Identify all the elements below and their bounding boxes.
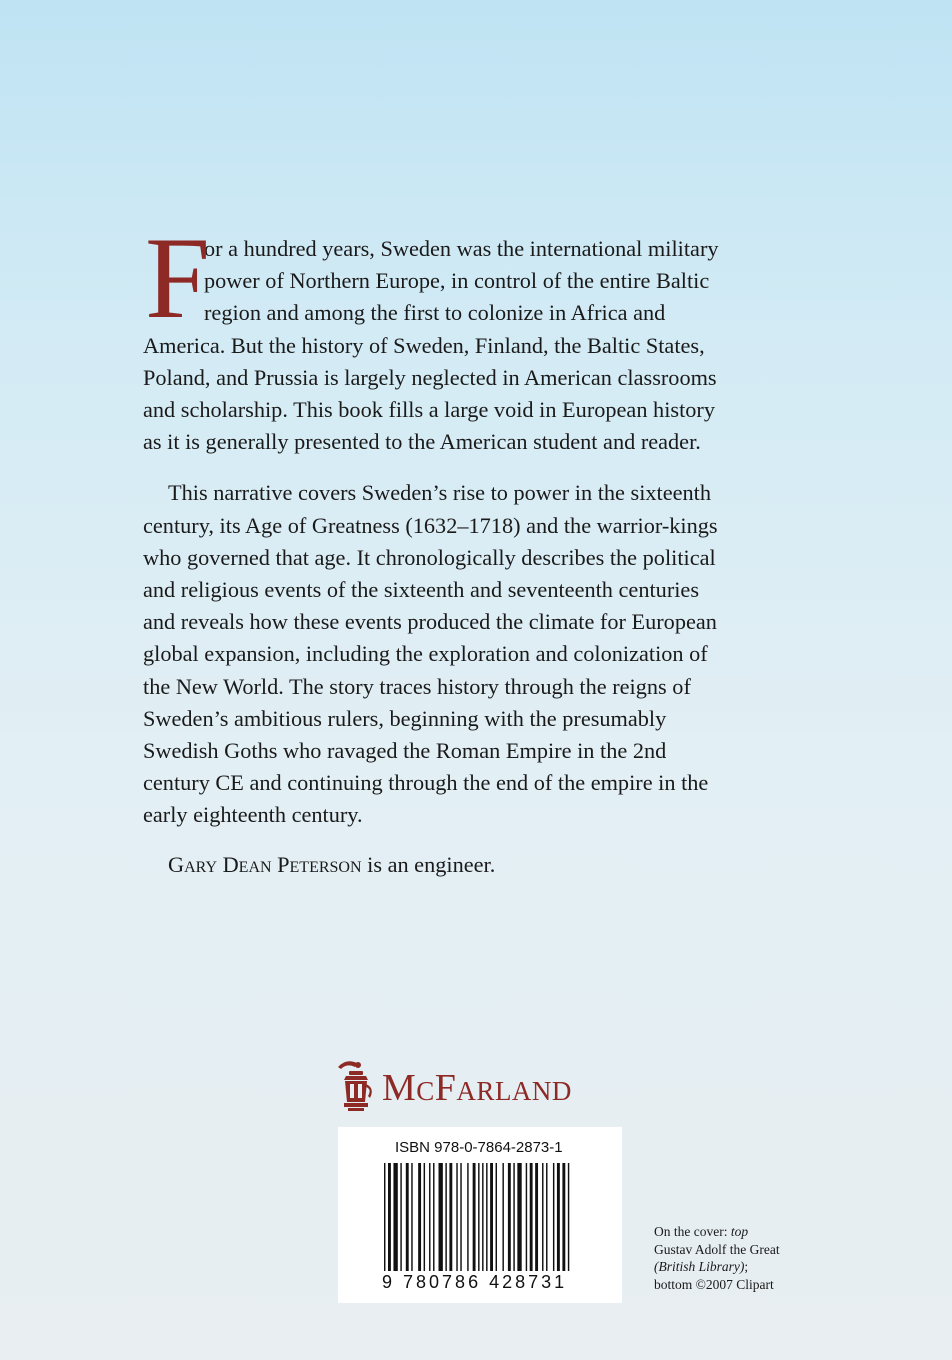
barcode-bar <box>467 1163 468 1271</box>
barcode-bar <box>393 1163 397 1271</box>
text-line: region and among the first to colonize in Africa and <box>204 300 666 326</box>
isbn-text: ISBN 978-0-7864-2873-1 <box>395 1139 563 1156</box>
barcode-bar <box>433 1163 434 1271</box>
text-line: Poland, and Prussia is largely neglected in American classrooms <box>143 364 717 390</box>
author-note <box>143 849 815 881</box>
barcode-bar <box>406 1163 409 1271</box>
barcode-bar <box>473 1163 476 1271</box>
back-cover-blurb <box>143 214 815 881</box>
barcode-bar <box>478 1163 479 1271</box>
barcode-bar <box>482 1163 483 1271</box>
barcode-bar <box>411 1163 412 1271</box>
barcode-bar <box>530 1163 533 1271</box>
barcode-bar <box>445 1163 446 1271</box>
text-line: and reveals how these events produced the climate for European <box>143 609 717 635</box>
drop-cap: F <box>145 214 211 343</box>
barcode <box>382 1163 582 1271</box>
barcode-bar <box>449 1163 452 1271</box>
barcode-bar <box>424 1163 425 1271</box>
publisher-name: McFarland <box>382 1067 572 1109</box>
credit-text: ; <box>744 1259 749 1274</box>
credit-line <box>654 1258 824 1276</box>
text-line: as it is generally presented to the American student and reader. <box>143 429 701 455</box>
credit-text-italic: (British Library) <box>654 1259 745 1274</box>
barcode-bar <box>400 1163 401 1271</box>
text-line <box>143 849 815 881</box>
barcode-bar <box>418 1163 421 1271</box>
text-line: This narrative covers Sweden’s rise to power in the sixteenth <box>168 480 712 506</box>
barcode-bar <box>496 1163 497 1271</box>
barcode-bar <box>486 1163 487 1271</box>
blurb-paragraph-1 <box>143 214 815 458</box>
barcode-bar <box>553 1163 554 1271</box>
author-bio: is an engineer. <box>361 851 496 877</box>
barcode-bar <box>568 1163 569 1271</box>
text-line: or a hundred years, Sweden was the international military <box>204 236 719 261</box>
barcode-bar <box>384 1163 385 1271</box>
barcode-bar <box>502 1163 503 1271</box>
barcode-bar <box>388 1163 391 1271</box>
lantern-icon <box>332 1058 378 1114</box>
credit-line: Gustav Adolf the Great <box>654 1241 780 1257</box>
text-line: early eighteenth century. <box>143 802 363 828</box>
text-line: and religious events of the sixteenth and seventeenth centuries <box>143 577 700 603</box>
author-name: Gary Dean Peterson <box>168 851 362 877</box>
text-line: global expansion, including the exploration and colonization of <box>143 641 708 667</box>
credit-line <box>654 1223 824 1241</box>
barcode-bar <box>562 1163 565 1271</box>
barcode-bar <box>429 1163 430 1271</box>
cover-credit <box>654 1223 824 1293</box>
barcode-bar <box>557 1163 560 1271</box>
credit-text-italic: top <box>730 1224 749 1239</box>
text-line: Swedish Goths who ravaged the Roman Empire in the 2nd <box>143 738 667 764</box>
barcode-bar <box>526 1163 527 1271</box>
barcode-bar <box>535 1163 538 1271</box>
text-line: power of Northern Europe, in control of the entire Baltic <box>204 268 710 294</box>
barcode-bar <box>546 1163 547 1271</box>
barcode-box <box>338 1127 622 1303</box>
credit-text: On the cover: <box>654 1224 731 1239</box>
text-line: and scholarship. This book fills a large void in European history <box>143 397 715 423</box>
barcode-bar <box>490 1163 493 1271</box>
publisher-logo <box>332 1058 632 1118</box>
barcode-bar <box>456 1163 457 1271</box>
barcode-bar <box>517 1163 521 1271</box>
barcode-bar <box>513 1163 514 1271</box>
barcode-digits: 9 780786 428731 <box>382 1272 568 1292</box>
text-line: who governed that age. It chronologically describes the political <box>143 544 716 570</box>
barcode-bar <box>439 1163 443 1271</box>
barcode-bar <box>542 1163 543 1271</box>
text-line: Sweden’s ambitious rulers, beginning with the presumably <box>143 705 667 731</box>
barcode-bar <box>460 1163 461 1271</box>
credit-line: bottom ©2007 Clipart <box>654 1276 774 1292</box>
text-line: century, its Age of Greatness (1632–1718) and the warrior-kings <box>143 512 718 538</box>
text-line: America. But the history of Sweden, Finland, the Baltic States, <box>143 332 705 358</box>
text-line: century CE and continuing through the end of the empire in the <box>143 770 709 796</box>
text-line: the New World. The story traces history through the reigns of <box>143 673 691 699</box>
blurb-paragraph-2 <box>143 477 815 831</box>
barcode-bar <box>508 1163 511 1271</box>
